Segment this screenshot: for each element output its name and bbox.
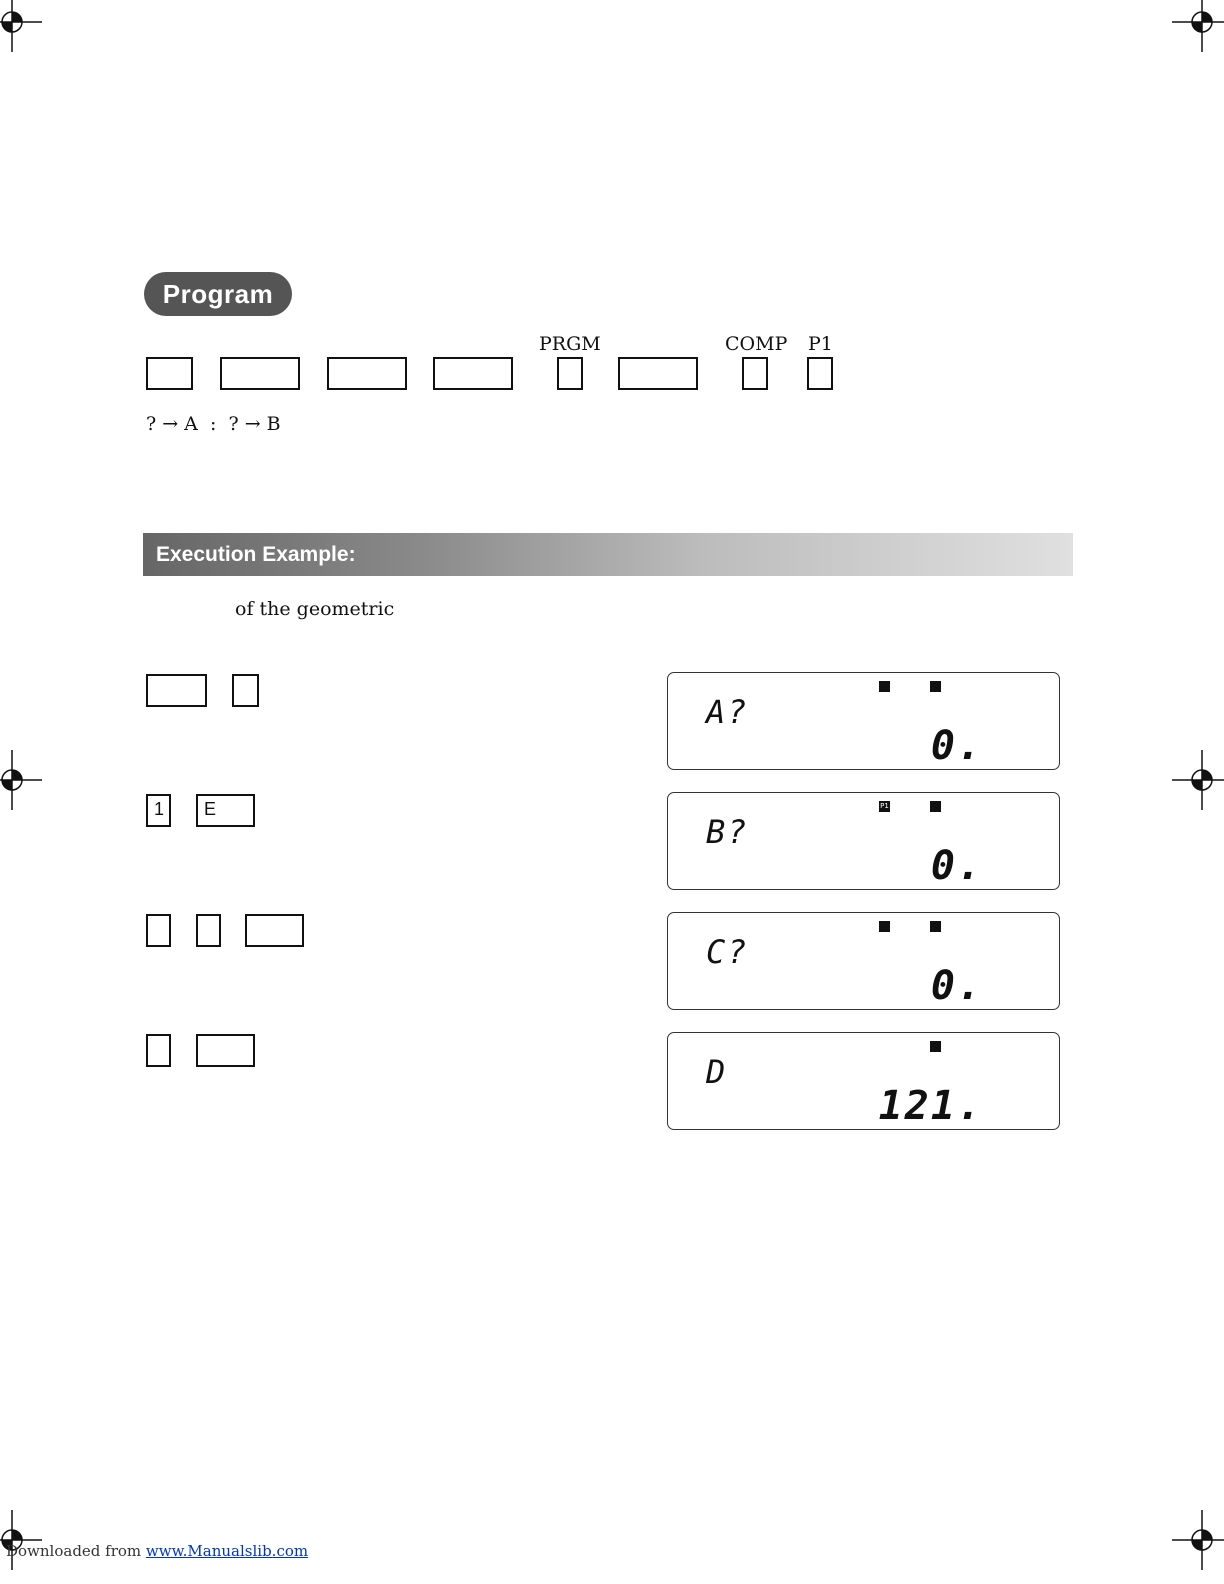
program-line: ? → A : ? → B: [146, 413, 281, 435]
lcd-prompt: A?: [706, 693, 749, 731]
lcd-value: 0.: [930, 843, 983, 889]
key-box[interactable]: [433, 357, 513, 390]
registration-mark-icon: [1172, 750, 1224, 810]
key-box[interactable]: [196, 1034, 255, 1067]
footer: [6, 1542, 308, 1560]
lcd-prompt: C?: [706, 933, 749, 971]
key-box[interactable]: [618, 357, 698, 390]
key-box[interactable]: [146, 914, 171, 947]
lcd-value: 0.: [930, 963, 983, 1009]
program-badge: Program: [144, 272, 292, 316]
exp-key[interactable]: [196, 794, 255, 827]
indicator-icon: [879, 681, 890, 692]
registration-mark-icon: [0, 750, 42, 810]
lcd-display: [667, 1032, 1060, 1130]
key-box[interactable]: [245, 914, 304, 947]
description-text: of the geometric: [235, 598, 395, 620]
comp-label: COMP: [725, 333, 788, 355]
manualslib-link[interactable]: www.Manualslib.com: [145, 1542, 309, 1560]
key-box[interactable]: [146, 674, 207, 707]
comp-key[interactable]: [742, 357, 768, 390]
prgm-key[interactable]: [557, 357, 583, 390]
lcd-value: 121.: [878, 1083, 983, 1129]
registration-mark-icon: [1172, 0, 1224, 52]
execution-example-banner: Execution Example:: [143, 533, 1073, 576]
key-box[interactable]: [146, 1034, 171, 1067]
key-box[interactable]: [232, 674, 259, 707]
p1-key[interactable]: [807, 357, 833, 390]
indicator-icon: [930, 681, 941, 692]
indicator-icon: [930, 801, 941, 812]
key-box[interactable]: [327, 357, 407, 390]
lcd-prompt: D: [706, 1053, 728, 1091]
lcd-display: [667, 792, 1060, 890]
footer-prefix: Downloaded from: [6, 1542, 146, 1560]
prgm-label: PRGM: [539, 333, 601, 355]
exp-key-label: E: [204, 799, 217, 819]
registration-mark-icon: [1172, 1510, 1224, 1570]
one-key-label: 1: [154, 799, 165, 819]
indicator-icon: [930, 921, 941, 932]
one-key[interactable]: [146, 794, 171, 827]
lcd-display: [667, 672, 1060, 770]
registration-mark-icon: [0, 1510, 42, 1570]
key-box[interactable]: [220, 357, 300, 390]
p1-indicator: P1: [880, 802, 889, 810]
indicator-icon: [879, 921, 890, 932]
p1-label: P1: [808, 333, 833, 355]
registration-mark-icon: [0, 0, 42, 52]
key-box[interactable]: [146, 357, 193, 390]
lcd-display: [667, 912, 1060, 1010]
key-box[interactable]: [196, 914, 221, 947]
lcd-value: 0.: [930, 723, 983, 769]
lcd-prompt: B?: [706, 813, 749, 851]
indicator-icon: [930, 1041, 941, 1052]
